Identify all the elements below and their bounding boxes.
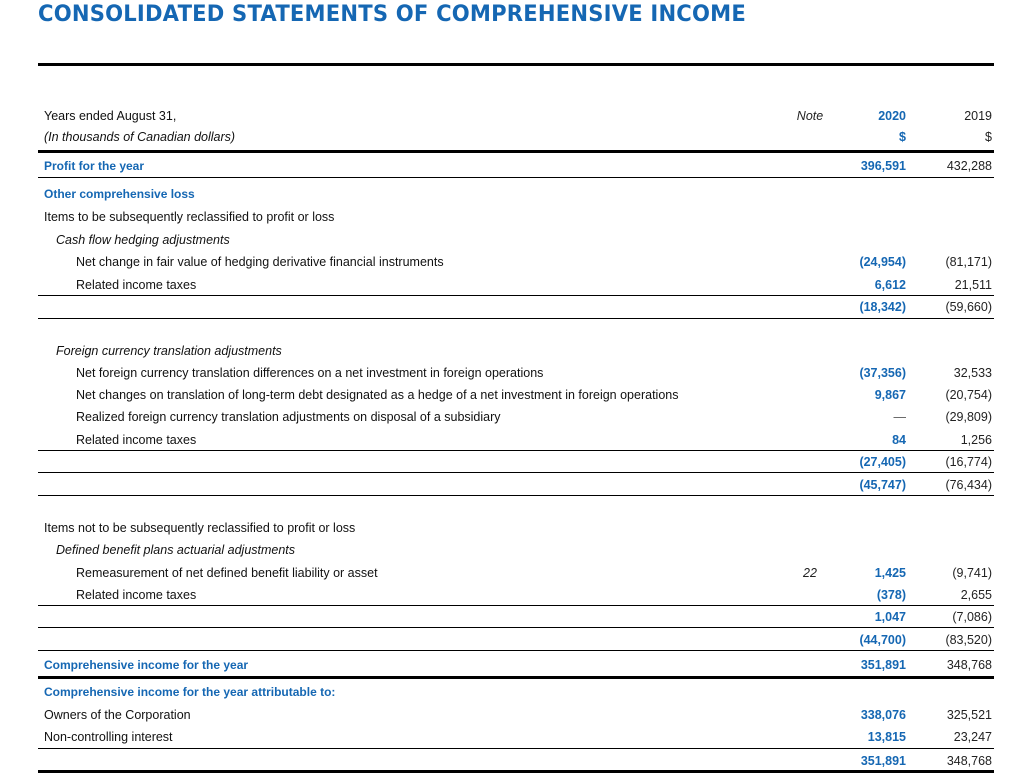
reclassified-total-2020: (45,747) bbox=[859, 478, 906, 492]
value-2019: (29,809) bbox=[945, 410, 992, 424]
row-label: Related income taxes bbox=[76, 278, 197, 292]
reclassified-heading: Items to be subsequently reclassified to profit or loss bbox=[44, 210, 335, 224]
row-label: Realized foreign currency translation adjustments on disposal of a subsidiary bbox=[76, 410, 501, 424]
value-2020: (378) bbox=[876, 588, 906, 602]
year-2019-header: 2019 bbox=[964, 109, 992, 123]
value-2019: 32,533 bbox=[953, 366, 992, 380]
value-2019: 1,256 bbox=[960, 433, 992, 447]
header-row-period bbox=[0, 107, 1024, 127]
header-bottom-rule bbox=[38, 150, 994, 153]
oci-heading: Other comprehensive loss bbox=[44, 187, 195, 201]
profit-2019: 432,288 bbox=[946, 159, 992, 173]
subtotal-2019: (7,086) bbox=[952, 610, 992, 624]
units-label: (In thousands of Canadian dollars) bbox=[44, 130, 236, 144]
row-label: Net foreign currency translation differences on a net investment in foreign operations bbox=[76, 366, 544, 380]
value-2019: (81,171) bbox=[945, 255, 992, 269]
table-row bbox=[0, 706, 1024, 726]
comprehensive-income-rule bbox=[38, 676, 994, 679]
value-2020: 9,867 bbox=[874, 388, 906, 402]
value-2019: 21,511 bbox=[954, 278, 992, 292]
comprehensive-income-label: Comprehensive income for the year bbox=[44, 658, 249, 672]
oci-total-row bbox=[0, 631, 1024, 651]
table-row bbox=[0, 728, 1024, 748]
cash-flow-rule bbox=[38, 295, 994, 296]
value-2020: — bbox=[893, 410, 906, 424]
value-2020: 6,612 bbox=[874, 278, 906, 292]
attributable-total-2019: 348,768 bbox=[946, 754, 992, 768]
table-row bbox=[0, 586, 1024, 606]
subtotal-2019: (59,660) bbox=[945, 300, 992, 314]
foreign-currency-rule bbox=[38, 450, 994, 451]
note-reference: 22 bbox=[803, 566, 817, 580]
value-2019: 23,247 bbox=[953, 730, 992, 744]
year-2020-header: 2020 bbox=[878, 109, 906, 123]
row-label: Related income taxes bbox=[76, 588, 197, 602]
table-row bbox=[0, 276, 1024, 296]
reclassified-total-2019: (76,434) bbox=[945, 478, 992, 492]
row-label: Related income taxes bbox=[76, 433, 197, 447]
subtotal-2020: 1,047 bbox=[874, 610, 906, 624]
row-label: Remeasurement of net defined benefit liability or asset bbox=[76, 566, 378, 580]
currency-2019: $ bbox=[985, 130, 992, 144]
currency-2020: $ bbox=[899, 130, 906, 144]
value-2020: (24,954) bbox=[859, 255, 906, 269]
value-2019: 2,655 bbox=[960, 588, 992, 602]
value-2020: 338,076 bbox=[860, 708, 906, 722]
oci-total-rule bbox=[38, 650, 994, 651]
foreign-currency-subtotal-rule bbox=[38, 472, 994, 473]
value-2020: 13,815 bbox=[867, 730, 906, 744]
table-row bbox=[0, 386, 1024, 406]
subtotal-2020: (18,342) bbox=[859, 300, 906, 314]
attributable-rule bbox=[38, 748, 994, 749]
table-row bbox=[0, 564, 1024, 584]
foreign-currency-heading-row bbox=[0, 342, 1024, 362]
defined-benefit-heading-row bbox=[0, 541, 1024, 561]
defined-benefit-subtotal-rule bbox=[38, 627, 994, 628]
attributable-total-2020: 351,891 bbox=[860, 754, 906, 768]
cash-flow-subtotal-row bbox=[0, 298, 1024, 318]
defined-benefit-subtotal-row bbox=[0, 608, 1024, 628]
oci-heading-row bbox=[0, 185, 1024, 205]
value-2020: (37,356) bbox=[859, 366, 906, 380]
value-2019: (20,754) bbox=[945, 388, 992, 402]
page-title: CONSOLIDATED STATEMENTS OF COMPREHENSIVE INCOME bbox=[38, 2, 746, 27]
period-label: Years ended August 31, bbox=[44, 109, 177, 123]
row-label: Non-controlling interest bbox=[44, 730, 173, 744]
defined-benefit-rule bbox=[38, 605, 994, 606]
cash-flow-subtotal-rule bbox=[38, 318, 994, 319]
comprehensive-income-2019: 348,768 bbox=[946, 658, 992, 672]
attributable-heading: Comprehensive income for the year attributable to: bbox=[44, 685, 336, 699]
note-column-header: Note bbox=[796, 109, 824, 123]
foreign-currency-subtotal-row bbox=[0, 453, 1024, 473]
value-2019: (9,741) bbox=[952, 566, 992, 580]
reclassified-total-rule bbox=[38, 495, 994, 496]
attributable-total-row bbox=[0, 752, 1024, 772]
header-divider bbox=[38, 63, 994, 66]
not-reclassified-heading-row bbox=[0, 519, 1024, 539]
table-row bbox=[0, 253, 1024, 273]
table-row bbox=[0, 431, 1024, 451]
subtotal-2019: (16,774) bbox=[945, 455, 992, 469]
row-label: Owners of the Corporation bbox=[44, 708, 191, 722]
profit-rule bbox=[38, 177, 994, 178]
attributable-heading-row bbox=[0, 683, 1024, 703]
cash-flow-heading: Cash flow hedging adjustments bbox=[56, 233, 230, 247]
subtotal-2020: (27,405) bbox=[859, 455, 906, 469]
defined-benefit-heading: Defined benefit plans actuarial adjustments bbox=[56, 543, 296, 557]
comprehensive-income-row bbox=[0, 656, 1024, 676]
final-double-rule bbox=[38, 770, 994, 773]
row-label: Net changes on translation of long-term debt designated as a hedge of a net investment in foreign operations bbox=[76, 388, 679, 402]
profit-label: Profit for the year bbox=[44, 159, 145, 173]
value-2020: 1,425 bbox=[874, 566, 906, 580]
reclassified-heading-row bbox=[0, 208, 1024, 228]
row-label: Net change in fair value of hedging derivative financial instruments bbox=[76, 255, 444, 269]
value-2020: 84 bbox=[892, 433, 906, 447]
oci-total-2019: (83,520) bbox=[945, 633, 992, 647]
table-row bbox=[0, 364, 1024, 384]
header-row-units bbox=[0, 128, 1024, 148]
oci-total-2020: (44,700) bbox=[859, 633, 906, 647]
table-row bbox=[0, 408, 1024, 428]
profit-2020: 396,591 bbox=[860, 159, 906, 173]
cash-flow-heading-row bbox=[0, 231, 1024, 251]
comprehensive-income-2020: 351,891 bbox=[860, 658, 906, 672]
value-2019: 325,521 bbox=[946, 708, 992, 722]
not-reclassified-heading: Items not to be subsequently reclassified to profit or loss bbox=[44, 521, 356, 535]
reclassified-total-row bbox=[0, 476, 1024, 496]
profit-row bbox=[0, 157, 1024, 177]
foreign-currency-heading: Foreign currency translation adjustments bbox=[56, 344, 282, 358]
